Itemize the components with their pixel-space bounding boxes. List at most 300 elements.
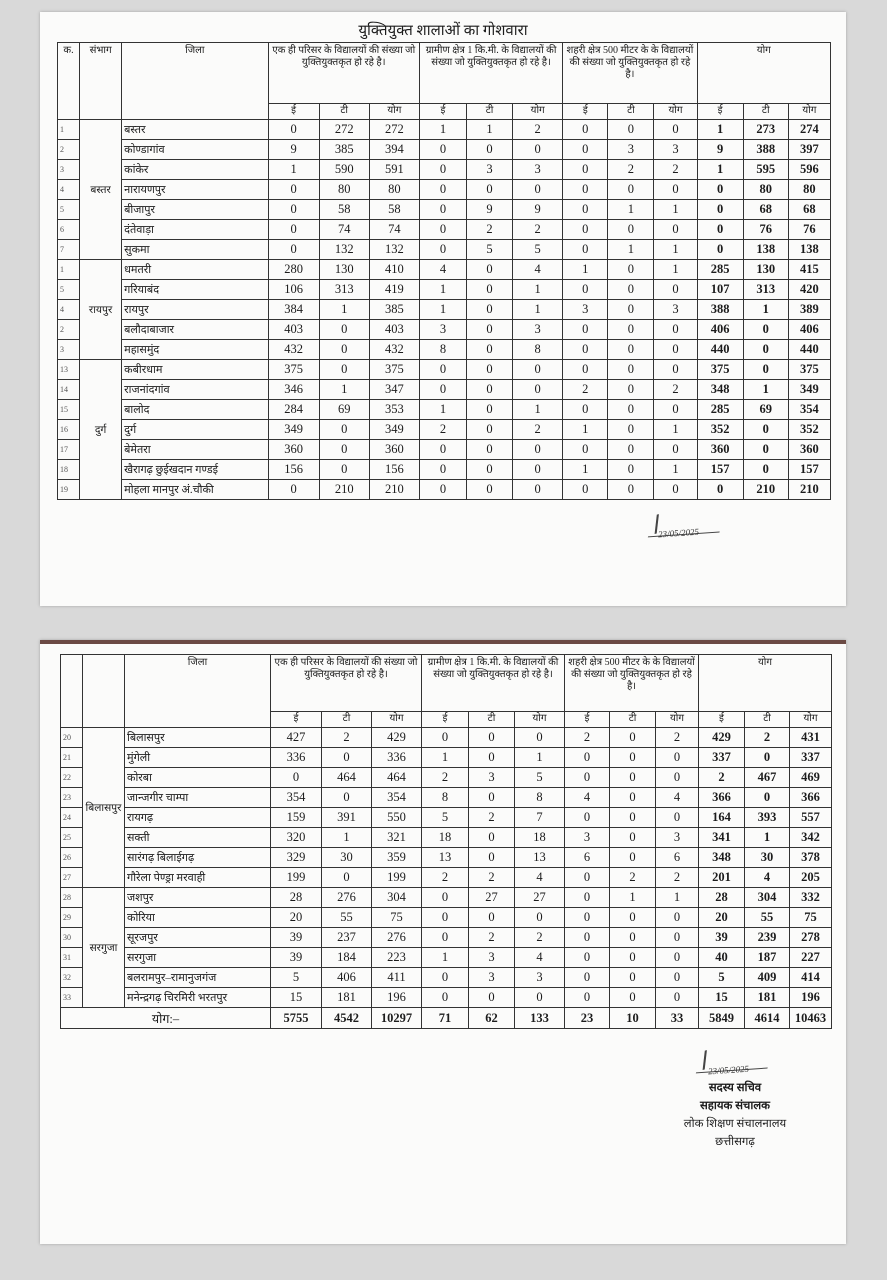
value-cell: 130: [319, 260, 369, 280]
value-cell: 375: [369, 360, 419, 380]
value-cell: 0: [608, 280, 654, 300]
value-cell: 341: [699, 828, 745, 848]
row-serial: 13: [58, 360, 80, 380]
column-subheader: टी: [469, 712, 515, 728]
value-cell: 28: [699, 888, 745, 908]
value-cell: 0: [563, 160, 608, 180]
district-name: कांकेर: [122, 160, 268, 180]
total-value: 10: [610, 1008, 656, 1029]
value-cell: 0: [610, 788, 656, 808]
header-row: [58, 43, 831, 104]
value-cell: 1: [513, 400, 563, 420]
table-row: [61, 928, 832, 948]
value-cell: 397: [788, 140, 830, 160]
value-cell: 0: [697, 180, 743, 200]
value-cell: 406: [322, 968, 372, 988]
value-cell: 410: [369, 260, 419, 280]
value-cell: 80: [788, 180, 830, 200]
value-cell: 403: [268, 320, 319, 340]
value-cell: 4: [515, 868, 565, 888]
table-row: [61, 828, 832, 848]
value-cell: 0: [515, 988, 565, 1008]
value-cell: 0: [654, 320, 697, 340]
value-cell: 388: [743, 140, 788, 160]
value-cell: 13: [515, 848, 565, 868]
value-cell: 0: [565, 868, 610, 888]
value-cell: 3: [469, 948, 515, 968]
value-cell: 0: [608, 380, 654, 400]
column-header-district: जिला: [125, 655, 271, 728]
value-cell: 2: [610, 868, 656, 888]
value-cell: 304: [745, 888, 790, 908]
value-cell: 349: [788, 380, 830, 400]
value-cell: 0: [608, 320, 654, 340]
value-cell: 0: [467, 460, 513, 480]
value-cell: 0: [563, 340, 608, 360]
value-cell: 4: [419, 260, 466, 280]
value-cell: 0: [419, 240, 466, 260]
signatory-title: सदस्य सचिव: [708, 1082, 762, 1094]
value-cell: 272: [369, 120, 419, 140]
table-row: [61, 748, 832, 768]
division-name: सरगुजा: [83, 888, 125, 1008]
value-cell: 210: [369, 480, 419, 500]
value-cell: 550: [372, 808, 422, 828]
value-cell: 156: [268, 460, 319, 480]
value-cell: 39: [271, 948, 322, 968]
value-cell: 138: [743, 240, 788, 260]
district-name: नारायणपुर: [122, 180, 268, 200]
value-cell: 130: [743, 260, 788, 280]
value-cell: 0: [656, 808, 699, 828]
district-name: बस्तर: [122, 120, 268, 140]
value-cell: 68: [743, 200, 788, 220]
value-cell: 0: [608, 400, 654, 420]
value-cell: 3: [608, 140, 654, 160]
value-cell: 348: [699, 848, 745, 868]
value-cell: 0: [563, 220, 608, 240]
value-cell: 1: [654, 460, 697, 480]
district-name: रायगढ़: [125, 808, 271, 828]
value-cell: 375: [697, 360, 743, 380]
value-cell: 0: [563, 180, 608, 200]
value-cell: 342: [790, 828, 832, 848]
value-cell: 366: [699, 788, 745, 808]
value-cell: 5: [271, 968, 322, 988]
value-cell: 0: [608, 440, 654, 460]
row-serial: 4: [58, 300, 80, 320]
value-cell: 0: [608, 420, 654, 440]
district-name: बिलासपुर: [125, 728, 271, 748]
value-cell: 337: [790, 748, 832, 768]
total-value: 10463: [790, 1008, 832, 1029]
value-cell: 0: [469, 728, 515, 748]
value-cell: 5: [422, 808, 469, 828]
district-name: कबीरधाम: [122, 360, 268, 380]
district-name: धमतरी: [122, 260, 268, 280]
value-cell: 205: [790, 868, 832, 888]
table-row: [61, 888, 832, 908]
district-name: सरगुजा: [125, 948, 271, 968]
value-cell: 0: [563, 120, 608, 140]
value-cell: 0: [610, 948, 656, 968]
value-cell: 406: [697, 320, 743, 340]
row-serial: 2: [58, 140, 80, 160]
value-cell: 0: [422, 928, 469, 948]
value-cell: 388: [697, 300, 743, 320]
value-cell: 0: [608, 300, 654, 320]
value-cell: 2: [563, 380, 608, 400]
value-cell: 15: [271, 988, 322, 1008]
value-cell: 0: [610, 848, 656, 868]
value-cell: 0: [608, 180, 654, 200]
district-name: कोण्डागांव: [122, 140, 268, 160]
value-cell: 4: [745, 868, 790, 888]
value-cell: 239: [745, 928, 790, 948]
table-row: [58, 240, 831, 260]
value-cell: 201: [699, 868, 745, 888]
value-cell: 420: [788, 280, 830, 300]
column-subheader: टी: [608, 104, 654, 120]
value-cell: 3: [513, 160, 563, 180]
district-name: सक्ती: [125, 828, 271, 848]
value-cell: 0: [422, 908, 469, 928]
table-row: [58, 400, 831, 420]
value-cell: 1: [563, 420, 608, 440]
value-cell: 0: [610, 768, 656, 788]
value-cell: 352: [697, 420, 743, 440]
column-subheader: ई: [271, 712, 322, 728]
value-cell: 0: [467, 320, 513, 340]
value-cell: 432: [369, 340, 419, 360]
value-cell: 329: [271, 848, 322, 868]
value-cell: 0: [656, 908, 699, 928]
value-cell: 8: [513, 340, 563, 360]
value-cell: 348: [697, 380, 743, 400]
table-row: [58, 140, 831, 160]
column-header-sr: [61, 655, 83, 728]
table-row: [58, 200, 831, 220]
value-cell: 1: [467, 120, 513, 140]
row-serial: 6: [58, 220, 80, 240]
row-serial: 15: [58, 400, 80, 420]
value-cell: 1: [513, 300, 563, 320]
table-row: [58, 220, 831, 240]
table-row: [61, 788, 832, 808]
value-cell: 1: [322, 828, 372, 848]
value-cell: 0: [654, 440, 697, 460]
value-cell: 0: [563, 360, 608, 380]
row-serial: 23: [61, 788, 83, 808]
value-cell: 0: [563, 400, 608, 420]
row-serial: 16: [58, 420, 80, 440]
value-cell: 4: [565, 788, 610, 808]
value-cell: 0: [467, 300, 513, 320]
value-cell: 0: [268, 480, 319, 500]
column-header-division: [83, 655, 125, 728]
value-cell: 1: [422, 948, 469, 968]
district-name: कोरिया: [125, 908, 271, 928]
table-row: [61, 808, 832, 828]
value-cell: 313: [319, 280, 369, 300]
column-group-header: ग्रामीण क्षेत्र 1 कि.मी. के विद्यालयों की संख्या जो युक्तियुक्तकृत हो रहे है।: [422, 655, 565, 712]
value-cell: 1: [319, 300, 369, 320]
value-cell: 0: [268, 120, 319, 140]
value-cell: 0: [419, 140, 466, 160]
value-cell: 132: [319, 240, 369, 260]
value-cell: 0: [268, 220, 319, 240]
value-cell: 591: [369, 160, 419, 180]
value-cell: 0: [654, 120, 697, 140]
value-cell: 0: [654, 340, 697, 360]
value-cell: 0: [565, 908, 610, 928]
value-cell: 55: [745, 908, 790, 928]
value-cell: 0: [319, 420, 369, 440]
value-cell: 384: [268, 300, 319, 320]
value-cell: 0: [419, 220, 466, 240]
value-cell: 1: [654, 240, 697, 260]
value-cell: 464: [372, 768, 422, 788]
value-cell: 0: [422, 888, 469, 908]
column-group-header: एक ही परिसर के विद्यालयों की संख्या जो युक्तियुक्तकृत हो रहे है।: [268, 43, 419, 104]
value-cell: 0: [319, 460, 369, 480]
value-cell: 7: [515, 808, 565, 828]
table-row: [58, 180, 831, 200]
value-cell: 1: [743, 300, 788, 320]
value-cell: 0: [319, 440, 369, 460]
value-cell: 0: [419, 200, 466, 220]
value-cell: 68: [788, 200, 830, 220]
total-value: 33: [656, 1008, 699, 1029]
value-cell: 409: [745, 968, 790, 988]
value-cell: 0: [419, 460, 466, 480]
row-serial: 2: [58, 320, 80, 340]
value-cell: 414: [790, 968, 832, 988]
value-cell: 347: [369, 380, 419, 400]
row-serial: 17: [58, 440, 80, 460]
row-serial: 32: [61, 968, 83, 988]
value-cell: 69: [319, 400, 369, 420]
value-cell: 0: [467, 380, 513, 400]
value-cell: 0: [513, 180, 563, 200]
value-cell: 0: [322, 748, 372, 768]
value-cell: 223: [372, 948, 422, 968]
value-cell: 354: [372, 788, 422, 808]
value-cell: 0: [467, 140, 513, 160]
value-cell: 210: [319, 480, 369, 500]
value-cell: 0: [608, 340, 654, 360]
value-cell: 20: [699, 908, 745, 928]
row-serial: 4: [58, 180, 80, 200]
value-cell: 0: [268, 200, 319, 220]
value-cell: 0: [565, 888, 610, 908]
value-cell: 1: [419, 280, 466, 300]
column-group-header: एक ही परिसर के विद्यालयों की संख्या जो युक्तियुक्तकृत हो रहे है।: [271, 655, 422, 712]
value-cell: 0: [565, 968, 610, 988]
value-cell: 337: [699, 748, 745, 768]
value-cell: 0: [608, 220, 654, 240]
column-group-header: योग: [697, 43, 830, 104]
table-row: [58, 280, 831, 300]
division-name: दुर्ग: [80, 360, 122, 500]
value-cell: 360: [697, 440, 743, 460]
value-cell: 138: [788, 240, 830, 260]
value-cell: 429: [699, 728, 745, 748]
row-serial: 30: [61, 928, 83, 948]
value-cell: 1: [419, 120, 466, 140]
signatory-state: छत्तीसगढ़: [715, 1136, 755, 1148]
value-cell: 3: [656, 828, 699, 848]
value-cell: 432: [268, 340, 319, 360]
value-cell: 0: [513, 460, 563, 480]
district-name: बालोद: [122, 400, 268, 420]
value-cell: 389: [788, 300, 830, 320]
value-cell: 2: [419, 420, 466, 440]
value-cell: 0: [322, 788, 372, 808]
row-serial: 5: [58, 280, 80, 300]
value-cell: 0: [697, 480, 743, 500]
value-cell: 278: [790, 928, 832, 948]
column-subheader: ई: [563, 104, 608, 120]
column-subheader: टी: [322, 712, 372, 728]
district-name: जशपुर: [125, 888, 271, 908]
value-cell: 0: [467, 260, 513, 280]
value-cell: 106: [268, 280, 319, 300]
value-cell: 0: [422, 968, 469, 988]
row-serial: 5: [58, 200, 80, 220]
value-cell: 1: [563, 460, 608, 480]
column-subheader: ई: [422, 712, 469, 728]
column-subheader: टी: [745, 712, 790, 728]
value-cell: 2: [654, 380, 697, 400]
value-cell: 4: [515, 948, 565, 968]
value-cell: 0: [271, 768, 322, 788]
value-cell: 30: [322, 848, 372, 868]
summary-table-page-1: [57, 42, 831, 500]
value-cell: 0: [322, 868, 372, 888]
value-cell: 199: [271, 868, 322, 888]
value-cell: 354: [271, 788, 322, 808]
value-cell: 0: [422, 728, 469, 748]
value-cell: 0: [469, 788, 515, 808]
value-cell: 187: [745, 948, 790, 968]
value-cell: 199: [372, 868, 422, 888]
value-cell: 1: [745, 828, 790, 848]
value-cell: 3: [515, 968, 565, 988]
row-serial: 21: [61, 748, 83, 768]
value-cell: 336: [372, 748, 422, 768]
signatory-block: [660, 1080, 810, 1149]
column-group-header: शहरी क्षेत्र 500 मीटर के के विद्यालयों की संख्या जो युक्तियुक्तकृत हो रहे है।: [565, 655, 699, 712]
value-cell: 415: [788, 260, 830, 280]
value-cell: 0: [743, 460, 788, 480]
value-cell: 157: [697, 460, 743, 480]
value-cell: 0: [697, 220, 743, 240]
row-serial: 22: [61, 768, 83, 788]
value-cell: 352: [788, 420, 830, 440]
value-cell: 0: [419, 380, 466, 400]
value-cell: 3: [563, 300, 608, 320]
value-cell: 0: [513, 440, 563, 460]
value-cell: 0: [697, 200, 743, 220]
value-cell: 313: [743, 280, 788, 300]
district-name: बेमेतरा: [122, 440, 268, 460]
value-cell: 156: [369, 460, 419, 480]
value-cell: 0: [565, 988, 610, 1008]
value-cell: 354: [788, 400, 830, 420]
value-cell: 27: [469, 888, 515, 908]
value-cell: 360: [369, 440, 419, 460]
column-group-header: शहरी क्षेत्र 500 मीटर के के विद्यालयों की संख्या जो युक्तियुक्तकृत हो रहे है।: [563, 43, 697, 104]
row-serial: 25: [61, 828, 83, 848]
value-cell: 3: [469, 768, 515, 788]
value-cell: 0: [515, 728, 565, 748]
value-cell: 0: [515, 908, 565, 928]
column-subheader: ई: [699, 712, 745, 728]
district-name: गौरेला पेण्ड्रा मरवाही: [125, 868, 271, 888]
value-cell: 0: [654, 180, 697, 200]
row-serial: 28: [61, 888, 83, 908]
table-row: [61, 848, 832, 868]
summary-table-page-2: [60, 654, 832, 1029]
column-header-division: संभाग: [80, 43, 122, 120]
value-cell: 0: [268, 180, 319, 200]
value-cell: 0: [610, 728, 656, 748]
total-value: 10297: [372, 1008, 422, 1029]
value-cell: 0: [469, 848, 515, 868]
row-serial: 33: [61, 988, 83, 1008]
value-cell: 1: [654, 200, 697, 220]
value-cell: 320: [271, 828, 322, 848]
column-subheader: योग: [788, 104, 830, 120]
value-cell: 0: [563, 200, 608, 220]
table-row: [58, 160, 831, 180]
value-cell: 385: [319, 140, 369, 160]
value-cell: 346: [268, 380, 319, 400]
row-serial: 1: [58, 120, 80, 140]
value-cell: 391: [322, 808, 372, 828]
value-cell: 0: [608, 260, 654, 280]
value-cell: 75: [790, 908, 832, 928]
division-name: बिलासपुर: [83, 728, 125, 888]
value-cell: 107: [697, 280, 743, 300]
district-name: गरियाबंद: [122, 280, 268, 300]
value-cell: 0: [654, 220, 697, 240]
column-group-header: ग्रामीण क्षेत्र 1 कि.मी. के विद्यालयों की संख्या जो युक्तियुक्तकृत हो रहे है।: [419, 43, 562, 104]
district-name: बलौदाबाजार: [122, 320, 268, 340]
value-cell: 0: [743, 340, 788, 360]
value-cell: 0: [513, 380, 563, 400]
table-row: [61, 988, 832, 1008]
value-cell: 40: [699, 948, 745, 968]
value-cell: 2: [513, 220, 563, 240]
value-cell: 80: [319, 180, 369, 200]
value-cell: 2: [608, 160, 654, 180]
row-serial: 3: [58, 160, 80, 180]
column-subheader: योग: [372, 712, 422, 728]
value-cell: 3: [654, 300, 697, 320]
row-serial: 7: [58, 240, 80, 260]
value-cell: 375: [268, 360, 319, 380]
value-cell: 5: [515, 768, 565, 788]
table-row: [61, 728, 832, 748]
value-cell: 8: [422, 788, 469, 808]
value-cell: 0: [469, 828, 515, 848]
value-cell: 0: [656, 948, 699, 968]
total-value: 5849: [699, 1008, 745, 1029]
value-cell: 0: [563, 240, 608, 260]
value-cell: 276: [372, 928, 422, 948]
